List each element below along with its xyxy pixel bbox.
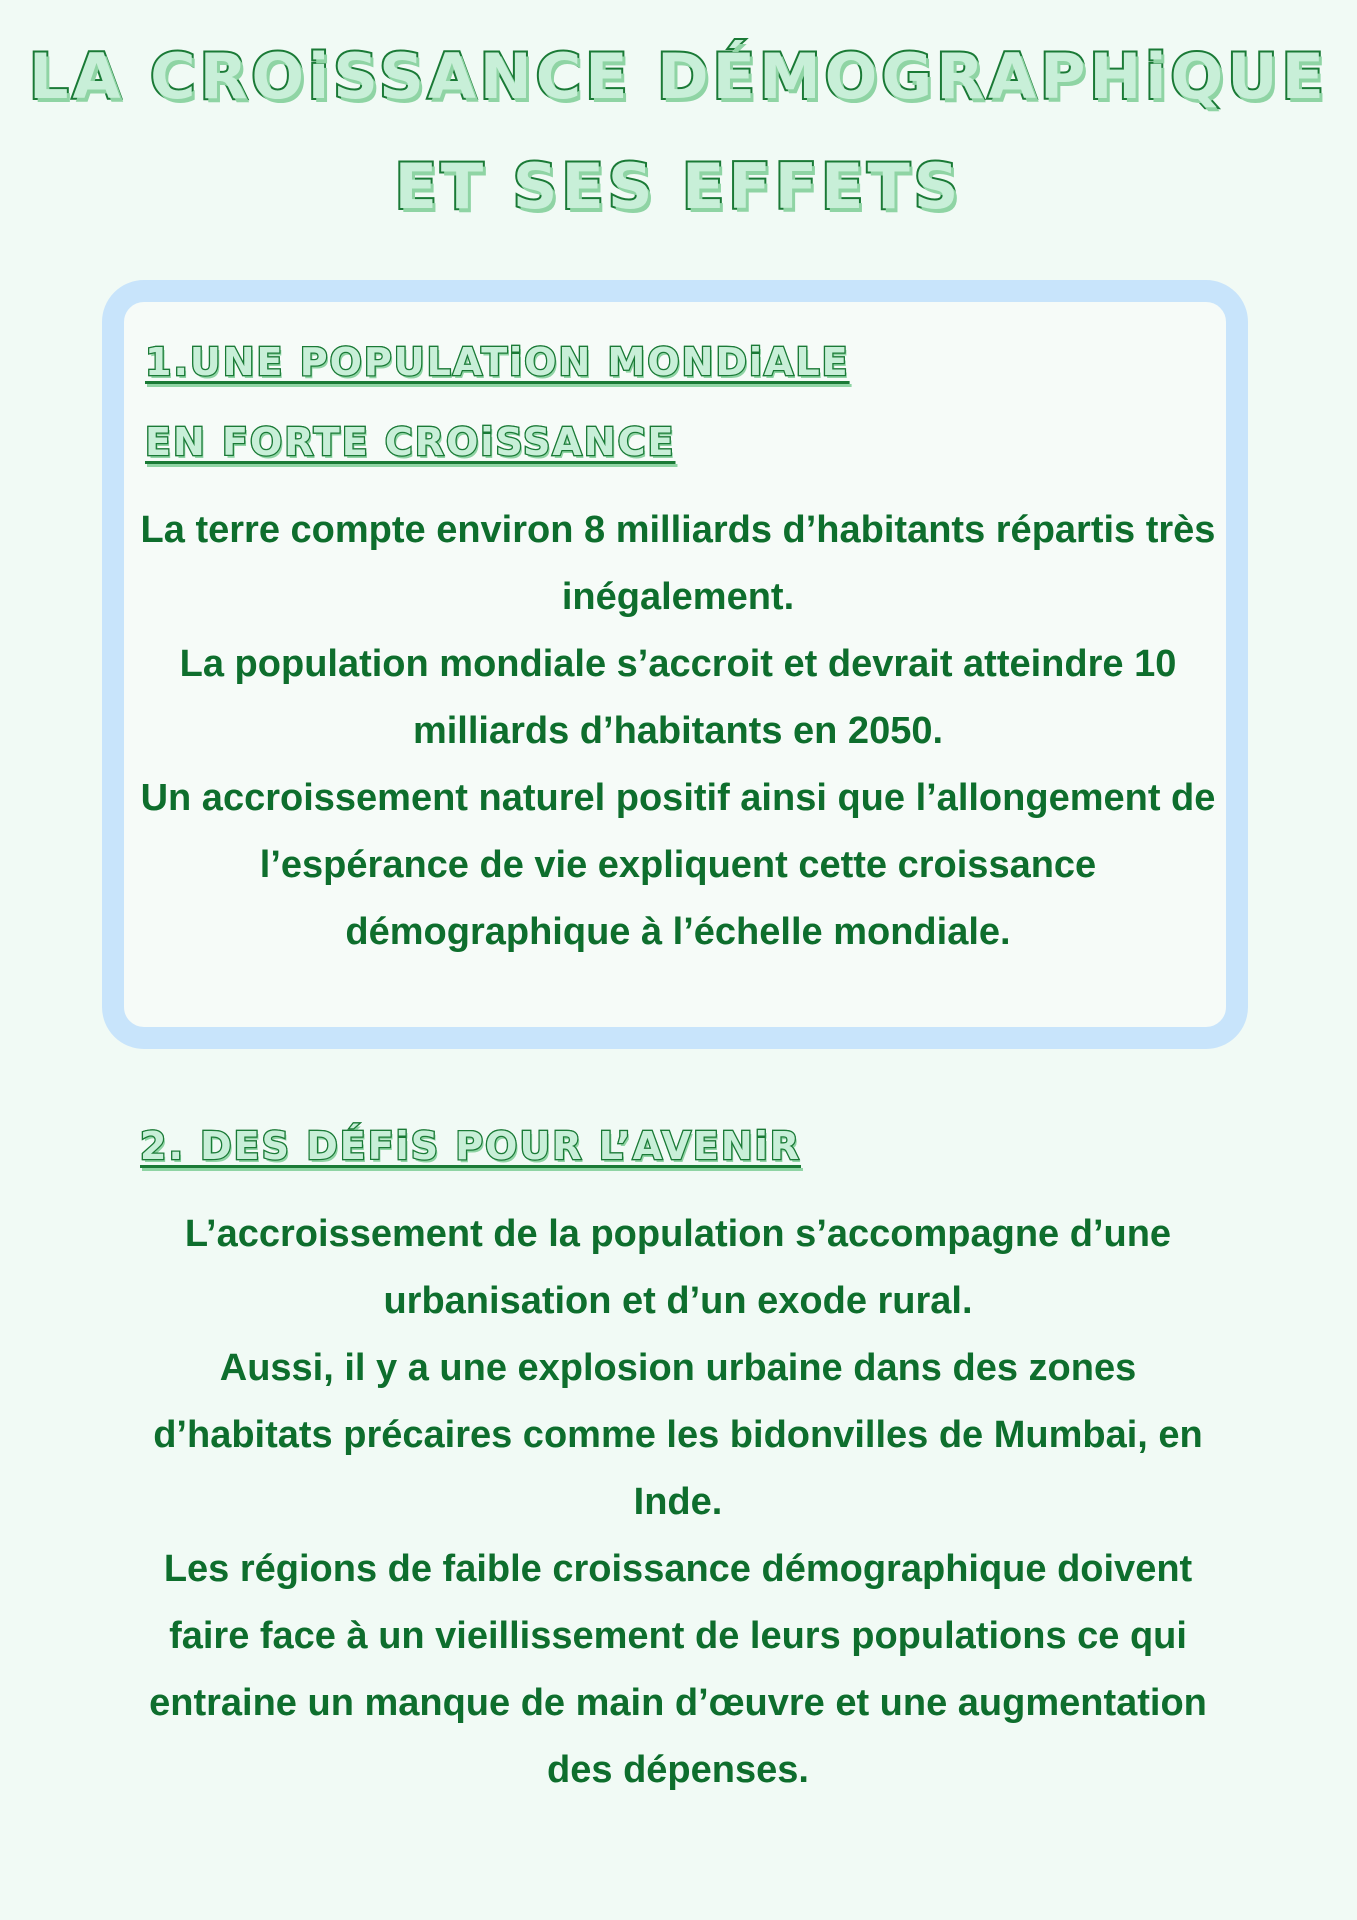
section-1-heading-line-2: EN FORTE CROiSSANCE — [145, 420, 676, 464]
section-2-paragraph-2: Aussi, il y a une explosion urbaine dans des zones d’habitats précaires comme les bidonvilles de Mumbai, en Inde. — [153, 1347, 1203, 1523]
section-2-heading: 2. DES DÉFiS POUR L’AVENiR — [140, 1124, 801, 1168]
section-1-paragraph-1: La terre compte environ 8 milliards d’habitants répartis très inégalement. — [140, 509, 1216, 618]
section-1-heading-line-1: 1.UNE POPULATiON MONDiALE — [145, 340, 850, 384]
page-title-line-1: LA CROiSSANCE DÉMOGRAPHiQUE — [29, 40, 1328, 113]
section-1-heading — [145, 322, 850, 482]
page-title — [0, 22, 1357, 242]
section-1-paragraph-3: Un accroissement naturel positif ainsi que l’allongement de l’espérance de vie expliquent cette croissance démographique à l’échelle mondiale. — [140, 777, 1216, 953]
section-2-paragraph-1: L’accroissement de la population s’accompagne d’une urbanisation et d’un exode rural. — [184, 1213, 1172, 1322]
section-2-paragraph-3: Les régions de faible croissance démographique doivent faire face à un vieillissement de leurs populations ce qui entraine un manque de main d’œuvre et une augmentation des dépenses. — [149, 1548, 1207, 1791]
section-2-body — [130, 1201, 1226, 1804]
section-1-body — [140, 497, 1216, 966]
section-1-paragraph-2: La population mondiale s’accroit et devrait atteindre 10 milliards d’habitants en 2050. — [179, 643, 1177, 752]
page-title-line-2: ET SES EFFETS — [394, 150, 963, 223]
